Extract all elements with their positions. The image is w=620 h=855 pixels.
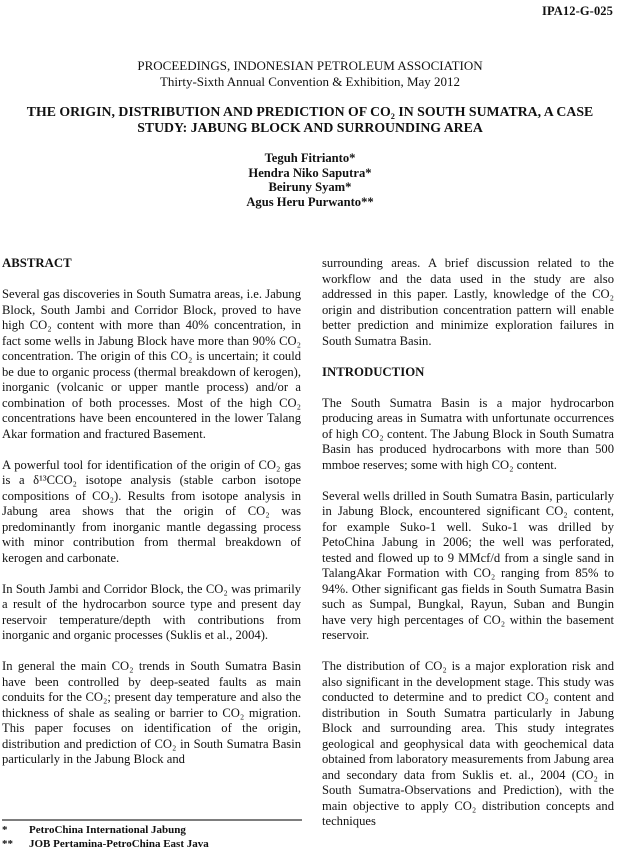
footnote-marker: * — [2, 824, 8, 836]
author-list — [0, 151, 620, 210]
footnote-item — [2, 824, 302, 838]
abstract-paragraph: In South Jambi and Corridor Block, the CO₂ was primarily a result of the hydrocarbon source type and present day reservoir temperature/depth with contributions from inorganic and organic processes (Suklis et al., 2004). — [2, 581, 301, 642]
author-name: Beiruny Syam* — [268, 180, 352, 195]
footnote-marker: ** — [2, 837, 13, 850]
abstract-paragraph: A powerful tool for identification of the origin of CO₂ gas is a δ¹³CCO₂ isotope analysis (stable carbon isotope compositions of CO₂). Results from isotope analysis in Jabung area shows that the origin of CO₂ was predominantly from inorganic mantle degassing process with minor contribution from thermal breakdown of kerogen and carbonate. — [2, 457, 301, 565]
proceedings-header — [0, 58, 620, 89]
introduction-heading: INTRODUCTION — [322, 364, 425, 379]
body-paragraph: Several wells drilled in South Sumatra Basin, particularly in Jabung Block, encountered significant CO₂ content, for example Suko-1 well. Suko-1 was drilled by PetoChina Jabung in 2006; the well was perforated, tested and flowed up to 9 MMcf/d from a single sand in TalangAkar Formation with CO₂ ranging from 85% to 94%. Other significant gas fields in South Sumatra Basin such as Sumpal, Bungkal, Rayun, Suban and Bungin have very high percentages of CO₂ within the basement reservoir. — [322, 488, 614, 642]
author-name: Agus Heru Purwanto** — [246, 195, 374, 210]
body-paragraph: The South Sumatra Basin is a major hydrocarbon producing areas in Sumatra with unfortunate occurrences of high CO₂ content. The Jabung Block in South Sumatra Basin has produced hydrocarbons with more than 500 mmboe reserves; some with high CO₂ content. — [322, 395, 614, 472]
body-paragraph: The distribution of CO₂ is a major exploration risk and also significant in the development stage. This study was conducted to determine and to predict CO₂ content and distribution in South Sumatra particularly in Jabung Block and surrounding area. This study integrates geological and geophysical data with geochemical data obtained from laboratory measurements from Jabung area and secondary data from Suklis et. al., 2004 (CO₂ in South Sumatra-Observations and Prediction), with the main objective to apply CO₂ distribution concepts and techniques — [322, 659, 614, 828]
author-name: Hendra Niko Saputra* — [248, 165, 372, 180]
abstract-paragraph: In general the main CO₂ trends in South Sumatra Basin have been controlled by deep-seated faults as main conduits for the CO₂; present day temperature and also the thickness of shale as sealing or barrier to CO₂ migration. This paper focuses on identification of the origin, distribution and prediction of CO₂ in South Sumatra Basin particularly in the Jabung Block and — [2, 659, 301, 766]
author-affiliation-footnote — [2, 819, 302, 851]
right-column — [322, 256, 614, 830]
author-name: Teguh Fitrianto* — [264, 151, 356, 165]
proceedings-header-line2: Thirty-Sixth Annual Convention & Exhibition, May 2012 — [159, 73, 461, 89]
proceedings-header-line1: PROCEEDINGS, INDONESIAN PETROLEUM ASSOCIATION — [137, 58, 483, 73]
two-column-body — [2, 256, 614, 830]
footnote-text: JOB Pertamina-PetroChina East Java — [29, 837, 209, 850]
body-paragraph: surrounding areas. A brief discussion related to the workflow and the data used in the study are also addressed in this paper. Lastly, knowledge of the CO₂ origin and distribution concentration pattern will enable better prediction and minimize exploration failures in South Sumatra Basin. — [322, 256, 614, 348]
left-column — [2, 256, 301, 830]
footnote-text: PetroChina International Jabung — [29, 824, 186, 836]
abstract-heading: ABSTRACT — [2, 256, 72, 270]
paper-title: THE ORIGIN, DISTRIBUTION AND PREDICTION OF CO₂ IN SOUTH SUMATRA, A CASE STUDY: JABUNG BLOCK AND SURROUNDING AREA — [26, 104, 594, 135]
document-number: IPA12-G-025 — [542, 4, 613, 18]
abstract-paragraph: Several gas discoveries in South Sumatra areas, i.e. Jabung Block, South Jambi and Corridor Block, proved to have high CO₂ content with more than 40% concentration, in fact some wells in Jabung Block have more than 90% CO₂ concentration. The origin of this CO₂ is uncertain; it could be due to organic process (thermal breakdown of kerogen), inorganic (volcanic or upper mantle process) and/or a combination of both processes. Most of the high CO₂ concentrations have been encountered in the lower Talang Akar formation and fractured Basement. — [2, 287, 301, 441]
footnote-item — [2, 838, 302, 852]
